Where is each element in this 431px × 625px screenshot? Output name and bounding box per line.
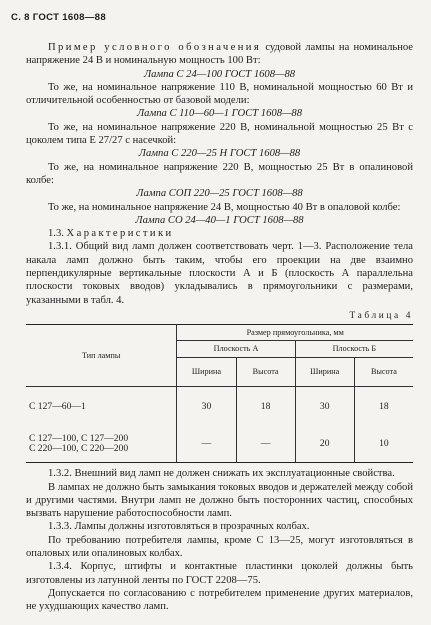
designation-5: Лампа СО 24—40—1 ГОСТ 1608—88	[135, 214, 304, 226]
designation-2: Лампа С 110—60—1 ГОСТ 1608—88	[136, 108, 302, 120]
paragraph-3: То же, на номинальное напряжение 220 В, номинальной мощностью 25 Вт с цоколем типа Е 27/27 с насечкой:	[26, 121, 413, 147]
designation-1: Лампа С 24—100 ГОСТ 1608—88	[143, 68, 296, 80]
paragraph-example	[26, 41, 413, 68]
document-body	[26, 41, 413, 614]
section-1-3-2: 1.3.2. Внешний вид ламп не должен снижать их эксплуатационные свойства.	[48, 468, 395, 480]
table-4	[26, 324, 413, 463]
after-table	[26, 467, 413, 613]
designation-4: Лампа СОП 220—25 ГОСТ 1608—88	[136, 188, 303, 200]
page-header: С. 8 ГОСТ 1608—88	[11, 12, 106, 23]
cell-b-height: 18	[354, 387, 413, 427]
width-header-a: Ширина	[177, 358, 236, 387]
section-1-3-1: 1.3.1. Общий вид ламп должен соответствовать черт. 1—3. Расположение тела накала ламп должно быть таким, чтобы его проекции на две взаимно перпендикулярные вертикальные плоскости А и Б (плоскость А параллельна плоскости токовых вводов) укладывались в прямоугольники с размерами, указанными в табл. 4.	[26, 241, 413, 306]
section-1-3-3: 1.3.3. Лампы должны изготовляться в прозрачных колбах.	[48, 521, 310, 533]
section-1-3-heading	[26, 227, 413, 240]
section-number: 1.3.	[48, 228, 67, 240]
col-type-header: Тип лампы	[26, 325, 177, 387]
cell-b-width: 20	[295, 427, 354, 463]
designation-3: Лампа С 220—25 Н ГОСТ 1608—88	[138, 148, 301, 160]
section-title: Характеристики	[66, 228, 174, 240]
table-row	[26, 427, 413, 463]
cell-a-height: 18	[236, 387, 295, 427]
cell-b-width: 30	[295, 387, 354, 427]
height-header-a: Высота	[236, 358, 295, 387]
paragraph-5: То же, на номинальное напряжение 24 В, мощностью 40 Вт в опаловой колбе:	[48, 201, 401, 213]
section-1-3-3-b: По требованию потребителя лампы, кроме С 13—25, могут изготовляться в опаловых или опалиновых колбах.	[26, 534, 413, 560]
table-row	[26, 387, 413, 427]
plane-b-header: Плоскость Б	[295, 341, 413, 358]
example-text: судовой лампы на номинальное напряжение 24 В и номинальную мощность 100 Вт:	[26, 42, 413, 67]
row-type: С 127—100, С 127—200 С 220—100, С 220—200	[26, 427, 177, 463]
cell-a-width: —	[177, 427, 236, 463]
section-1-3-4: 1.3.4. Корпус, штифты и контактные пластинки цоколей должны быть изготовлены из латунной ленты по ГОСТ 2208—75.	[26, 561, 413, 586]
section-1-3-2-b: В лампах не должно быть замыкания токовых вводов и держателей между собой и другими частями. Внутри ламп не должно быть посторонних частиц, способных вызвать нарушение работоспособности ламп.	[26, 481, 413, 520]
section-1-3-4-b: Допускается по согласованию с потребителем применение других материалов, не ухудшающих качество ламп.	[26, 587, 413, 613]
table-caption: Таблица 4	[349, 310, 413, 321]
paragraph-2: То же, на номинальное напряжение 110 В, номинальной мощностью 60 Вт и отличительной особенностью от базовой модели:	[26, 81, 413, 107]
cell-a-height: —	[236, 427, 295, 463]
height-header-b: Высота	[354, 358, 413, 387]
col-size-header: Размер прямоугольника, мм	[177, 325, 413, 341]
plane-a-header: Плоскость А	[177, 341, 295, 358]
example-heading: Пример условного обозначения	[48, 42, 262, 53]
width-header-b: Ширина	[295, 358, 354, 387]
paragraph-4: То же, на номинальное напряжение 220 В, мощностью 25 Вт в опалиновой колбе:	[26, 161, 413, 186]
cell-a-width: 30	[177, 387, 236, 427]
row-type: С 127—60—1	[26, 387, 177, 427]
cell-b-height: 10	[354, 427, 413, 463]
